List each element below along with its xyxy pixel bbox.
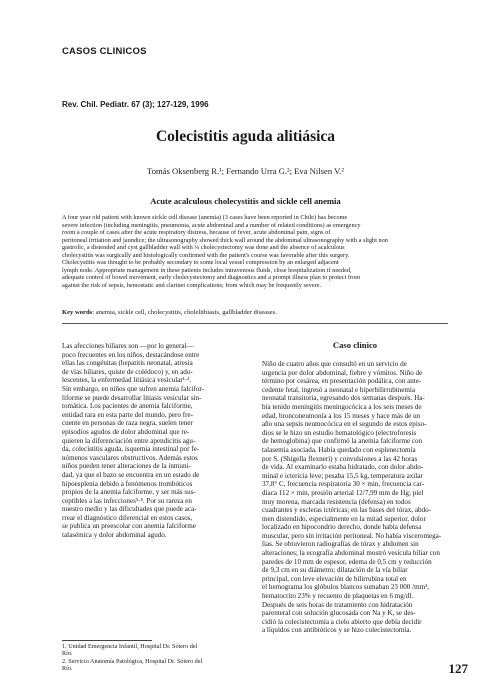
body-line: Sin embargo, en niños que sufren anemia falcifor- xyxy=(62,384,204,393)
body-line: de vías biliares, quiste de colédoco) y, en ado- xyxy=(62,367,193,376)
body-line: da, colecistitis aguda, isquemia intestinal por fe- xyxy=(62,445,200,454)
body-line: lias. Se obtuvieron radiografías de tórax y abdomen sin xyxy=(262,540,419,549)
english-title: Acute acalculous cholecystitis and sickle cell anemia xyxy=(150,196,341,206)
body-line: localizado en hipocondrio derecho, donde había defensa xyxy=(262,523,422,532)
abstract xyxy=(62,214,448,289)
body-line: talasemia asociada. Había quedado con esplenectomía xyxy=(262,445,416,454)
body-line: a líquidos con antibióticos y se hizo colecistectomía. xyxy=(262,626,412,635)
body-line: nómenos vasculares obstructivos. Además estos xyxy=(62,453,198,462)
body-line: quieren la diferenciación entre apendicitis agu- xyxy=(62,436,196,445)
body-line: año una sepsis neumocócica en el segundo de estos episo- xyxy=(262,420,427,429)
body-line: episodios agudos de dolor abdominal que re- xyxy=(62,427,190,436)
abstract-divider xyxy=(62,323,448,324)
body-line: de vida. Al examinarlo estaba hidratado, con dolor abdo- xyxy=(262,463,424,472)
body-line: poco frecuentes en los niños, destacándose entre xyxy=(62,350,200,359)
body-line: urgencia por dolor abdominal, fiebre y vómitos. Niño de xyxy=(262,368,423,377)
body-line: propios de la anemia falciforme, y ser más sus- xyxy=(62,488,196,497)
abstract-line: lymph node. Appropriate management in these patients includes intravenous fluids, close hospitalization if needed, xyxy=(62,266,352,274)
body-line: paredes de 10 mm de espesor, edema de 0,5 cm y reducción xyxy=(262,557,432,566)
body-line: entidad rara en esta parte del mundo, pero fre- xyxy=(62,410,193,419)
page-number: 127 xyxy=(448,661,468,676)
article-title: Colecistitis aguda alitiásica xyxy=(155,128,336,145)
abstract-line: severe infection (including meningitis, pneumonia, acute abdominal and a number of related conditions) as emergency xyxy=(62,221,361,229)
body-line: muscular, pero sin irritación peritoneal. No había visceromega- xyxy=(262,531,442,540)
body-line: men distendido, especialmente en la mitad superior, dolor xyxy=(262,514,426,523)
body-line: neonatal transitoria, egresando dos semanas después. Ha- xyxy=(262,394,425,403)
body-line: niños pueden tener alteraciones de la inmuni- xyxy=(62,462,191,471)
article-authors: Tomás Oksenberg R.¹; Fernando Urra G.²; Eva Nilsen V.² xyxy=(147,166,344,176)
body-line: dios se le hizo un estudio hematológico (electroforesis xyxy=(262,428,417,437)
abstract-line: adequate control of bowel movement, early cholecystectomy and diagnostics and a prompt illness plan to protect from xyxy=(62,274,361,282)
footnote-line: 1. Unidad Emergencia Infantil, Hospital Dr. Sótero del xyxy=(62,643,198,650)
keywords-text: : anemia, sickle cell, cholecystitis, cholelithiasis, gallbladder diseases. xyxy=(92,309,277,316)
section-label: CASOS CLINICOS xyxy=(62,46,147,57)
abstract-line: against the risk of sepsis, hemostatic and clarinet complications; from which may be frequently severe. xyxy=(62,281,322,289)
body-line: el hemograma los glóbulos blancos sumaban 23 000 /mm³, xyxy=(262,583,430,592)
footnote-divider xyxy=(62,640,152,641)
body-line: dad, ya que el bazo se encuentra en un estado de xyxy=(62,470,200,479)
abstract-line: Cholecystitis was thought to be probably secondary to some local vessel compression by an enlarged adjacent xyxy=(62,259,339,267)
body-line: por S. (Shigella flexneri) y convulsiones a las 42 horas xyxy=(262,454,418,463)
body-line: Después de seis horas de tratamiento con hidratación xyxy=(262,600,413,609)
body-line: de hemoglobina) que confirmó la anemia falciforme con xyxy=(262,437,423,446)
footnote-line: Río. xyxy=(62,650,73,658)
body-line: de 9,3 cm en su diámetro; dilatación de la vía biliar xyxy=(262,566,408,575)
body-line: se publica un preescolar con anemia falciforme xyxy=(62,522,196,531)
case-report-heading: Caso clínico xyxy=(332,340,378,350)
body-line: tomática. Los pacientes de anemia falciforme, xyxy=(62,402,193,411)
keywords-label: Key words xyxy=(62,309,93,316)
body-line: hematocrito 23% y recuento de plaquetas en 6 mg/dl. xyxy=(262,592,414,601)
body-line: rrear el diagnóstico diferencial en estos casos, xyxy=(62,513,193,522)
body-line: nuestro medio y las dificultades que puede aca- xyxy=(62,505,197,514)
abstract-line: room a couple of cases after the acute respiratory distress, because of fever, acute abdominal pain, signs of xyxy=(62,229,331,237)
body-line: principal, con leve elevación de bilirrubina total en xyxy=(262,574,407,583)
case-report-column xyxy=(262,360,448,635)
body-line: cuadrantes y escleras ictéricas; en las bases del tórax, abdo- xyxy=(262,506,431,515)
body-line: Las afecciones biliares son —por lo general— xyxy=(62,342,194,350)
body-line: cedente fetal, ingresó a neonatal e hiperbilirrubinemia xyxy=(262,385,416,394)
body-line: alteraciones; la ecografía abdominal mostró vesícula biliar con xyxy=(262,549,440,558)
body-line: díaca 112 × min, presión arterial 12/7,99 mm de Hg; piel xyxy=(262,488,424,497)
abstract-line: peritoneal irritation and jaundice; the ultrasonography showed thick wall around the abdominal ultrasonography with a slight non xyxy=(62,236,388,244)
body-line: cuente en personas de raza negra, suelen tener xyxy=(62,419,193,428)
abstract-line: gastrolic, a distended and cyst gallbladder wall with ¼ cholecystectomy was done and the absence of acalculous xyxy=(62,244,345,252)
body-line: 37,8° C, frecuencia respiratoria 30 × min, frecuencia car- xyxy=(262,480,425,489)
body-line: edad, bronconeumonía a los 15 meses y hace más de un xyxy=(262,411,421,420)
body-line: liforme se puede desarrollar litiasis vesicular sin- xyxy=(62,393,202,402)
abstract-line: A four year old patient with known sickle cell disease (anemia) (3 cases have been reported in Chile) has become xyxy=(62,214,348,221)
body-line: Niño de cuatro años que consultó en un servicio de xyxy=(262,360,407,368)
body-line: término por cesárea, en presentación podálica, con ante- xyxy=(262,377,422,386)
footnotes xyxy=(62,643,248,673)
body-line: talasémica y dolor abdominal agudo. xyxy=(62,531,167,540)
body-line: muy morena, marcada resistencia (defensa) en todos xyxy=(262,497,411,506)
body-line: ellas las congénitas (hepatitis neonatal, atresia xyxy=(62,359,193,368)
body-line: lescentes, la enfermedad litiásica vesicular¹·². xyxy=(62,376,192,385)
body-line: ceptibles a las infecciones³·⁴. Por su rareza en xyxy=(62,496,192,505)
footnote-line: Río. xyxy=(62,665,73,673)
body-line: bía tenido meningitis meningocócica a los seis meses de xyxy=(262,402,422,411)
body-line: parenteral con solución glucosada con Na y K, se des- xyxy=(262,609,416,618)
keywords xyxy=(62,309,448,316)
footnote-line: 2. Servicio Anatomía Patológica, Hospital Dr. Sótero del xyxy=(62,657,203,665)
body-line: hipoesplenia debido a fenómenos trombóticos xyxy=(62,479,193,488)
body-line: minal e ictericia leve; pesaba 15,5 kg, temperatura axilar xyxy=(262,471,423,480)
body-line: cidió la colecistectomía a cielo abierto que debía decidir xyxy=(262,617,422,626)
introduction-column xyxy=(62,342,248,540)
journal-citation: Rev. Chil. Pediatr. 67 (3); 127-129, 1996 xyxy=(62,100,209,109)
abstract-line: cholecystitis was surgically and histologically confirmed with the patient's course was favorable after this surgery. xyxy=(62,251,350,259)
